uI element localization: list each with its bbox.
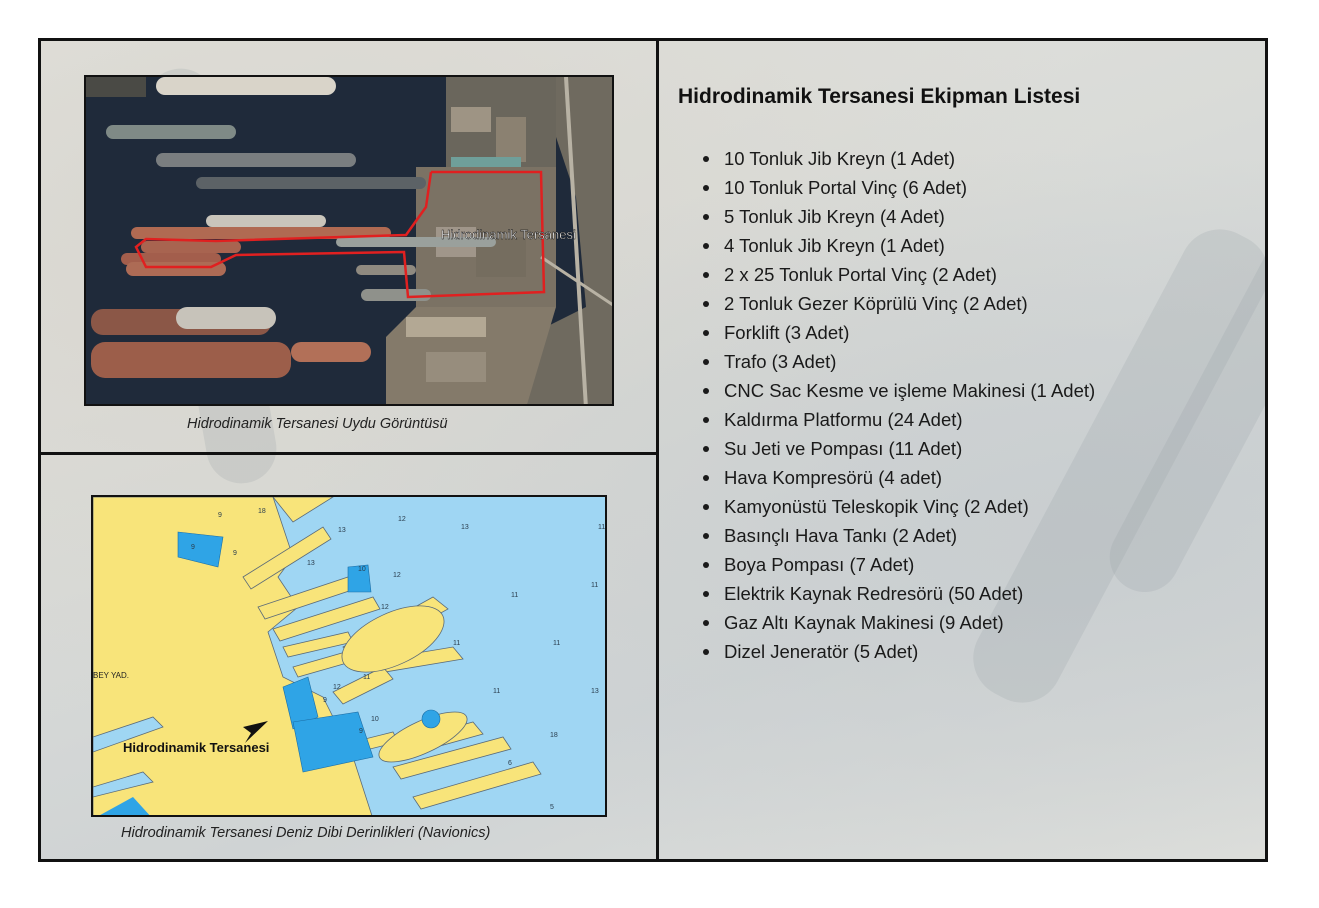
bullet-icon	[703, 214, 709, 220]
svg-text:10: 10	[371, 716, 379, 723]
bullet-icon	[703, 156, 709, 162]
svg-text:18: 18	[258, 508, 266, 515]
svg-text:11: 11	[493, 688, 501, 695]
equipment-item	[703, 434, 1095, 463]
equipment-item	[703, 318, 1095, 347]
svg-text:11: 11	[553, 640, 561, 647]
chart-caption: Hidrodinamik Tersanesi Deniz Dibi Derinlikleri (Navionics)	[121, 825, 491, 841]
svg-text:9: 9	[233, 550, 237, 557]
content-frame	[38, 38, 1268, 862]
equipment-item-label: CNC Sac Kesme ve işleme Makinesi (1 Adet)	[724, 380, 1096, 401]
nautical-chart	[91, 495, 607, 817]
equipment-item	[703, 463, 1095, 492]
svg-text:13: 13	[307, 560, 315, 567]
equipment-item-label: 4 Tonluk Jib Kreyn (1 Adet)	[724, 235, 945, 256]
svg-text:9: 9	[218, 512, 222, 519]
chart-shipyard-label: Hidrodinamik Tersanesi	[123, 740, 270, 755]
equipment-item	[703, 202, 1095, 231]
bullet-icon	[703, 185, 709, 191]
equipment-item-label: Hava Kompresörü (4 adet)	[724, 467, 942, 488]
svg-text:11: 11	[591, 582, 599, 589]
bullet-icon	[703, 388, 709, 394]
bullet-icon	[703, 475, 709, 481]
bullet-icon	[703, 446, 709, 452]
bullet-icon	[703, 417, 709, 423]
svg-text:9: 9	[323, 697, 327, 704]
svg-text:9: 9	[359, 728, 363, 735]
equipment-item	[703, 637, 1095, 666]
satellite-image	[84, 75, 614, 406]
bullet-icon	[703, 533, 709, 539]
bullet-icon	[703, 301, 709, 307]
equipment-item	[703, 347, 1095, 376]
equipment-item	[703, 260, 1095, 289]
equipment-list	[703, 144, 1095, 666]
horizontal-divider	[41, 452, 656, 455]
equipment-item	[703, 405, 1095, 434]
bullet-icon	[703, 562, 709, 568]
svg-text:11: 11	[598, 524, 606, 531]
equipment-item	[703, 608, 1095, 637]
equipment-item	[703, 173, 1095, 202]
bullet-icon	[703, 359, 709, 365]
bullet-icon	[703, 504, 709, 510]
bullet-icon	[703, 330, 709, 336]
bullet-icon	[703, 649, 709, 655]
equipment-item	[703, 579, 1095, 608]
svg-text:10: 10	[358, 566, 366, 573]
svg-text:11: 11	[363, 674, 371, 681]
svg-text:12: 12	[333, 684, 341, 691]
equipment-item-label: Gaz Altı Kaynak Makinesi (9 Adet)	[724, 612, 1004, 633]
svg-text:6: 6	[508, 760, 512, 767]
bullet-icon	[703, 620, 709, 626]
equipment-item-label: Trafo (3 Adet)	[724, 351, 837, 372]
svg-text:12: 12	[398, 516, 406, 523]
svg-text:9: 9	[191, 544, 195, 551]
equipment-item-label: 2 Tonluk Gezer Köprülü Vinç (2 Adet)	[724, 293, 1028, 314]
equipment-item	[703, 376, 1095, 405]
equipment-item	[703, 289, 1095, 318]
equipment-item	[703, 231, 1095, 260]
equipment-item-label: Kamyonüstü Teleskopik Vinç (2 Adet)	[724, 496, 1029, 517]
bullet-icon	[703, 272, 709, 278]
equipment-item	[703, 144, 1095, 173]
equipment-item-label: 2 x 25 Tonluk Portal Vinç (2 Adet)	[724, 264, 997, 285]
equipment-item-label: 10 Tonluk Jib Kreyn (1 Adet)	[724, 148, 956, 169]
satellite-label: Hidrodinamik Tersanesi	[441, 227, 576, 242]
svg-text:11: 11	[511, 592, 519, 599]
equipment-item	[703, 550, 1095, 579]
equipment-item-label: Forklift (3 Adet)	[724, 322, 850, 343]
equipment-item-label: 5 Tonluk Jib Kreyn (4 Adet)	[724, 206, 945, 227]
equipment-item-label: 10 Tonluk Portal Vinç (6 Adet)	[724, 177, 968, 198]
equipment-item-label: Basınçlı Hava Tankı (2 Adet)	[724, 525, 958, 546]
vertical-divider	[656, 41, 659, 859]
equipment-item-label: Elektrik Kaynak Redresörü (50 Adet)	[724, 583, 1024, 604]
svg-text:13: 13	[461, 524, 469, 531]
svg-text:13: 13	[591, 688, 599, 695]
equipment-item-label: Kaldırma Platformu (24 Adet)	[724, 409, 963, 430]
svg-text:13: 13	[338, 527, 346, 534]
svg-text:12: 12	[393, 572, 401, 579]
svg-text:18: 18	[550, 732, 558, 739]
bullet-icon	[703, 243, 709, 249]
equipment-item-label: Su Jeti ve Pompası (11 Adet)	[724, 438, 963, 459]
equipment-list-title: Hidrodinamik Tersanesi Ekipman Listesi	[678, 85, 1081, 108]
bullet-icon	[703, 591, 709, 597]
equipment-item	[703, 521, 1095, 550]
equipment-item	[703, 492, 1095, 521]
chart-neighbor-label: BEY YAD.	[93, 671, 130, 680]
satellite-caption: Hidrodinamik Tersanesi Uydu Görüntüsü	[187, 416, 448, 432]
equipment-item-label: Dizel Jeneratör (5 Adet)	[724, 641, 919, 662]
equipment-item-label: Boya Pompası (7 Adet)	[724, 554, 915, 575]
svg-text:12: 12	[381, 604, 389, 611]
svg-text:5: 5	[550, 804, 554, 811]
svg-text:11: 11	[453, 640, 461, 647]
